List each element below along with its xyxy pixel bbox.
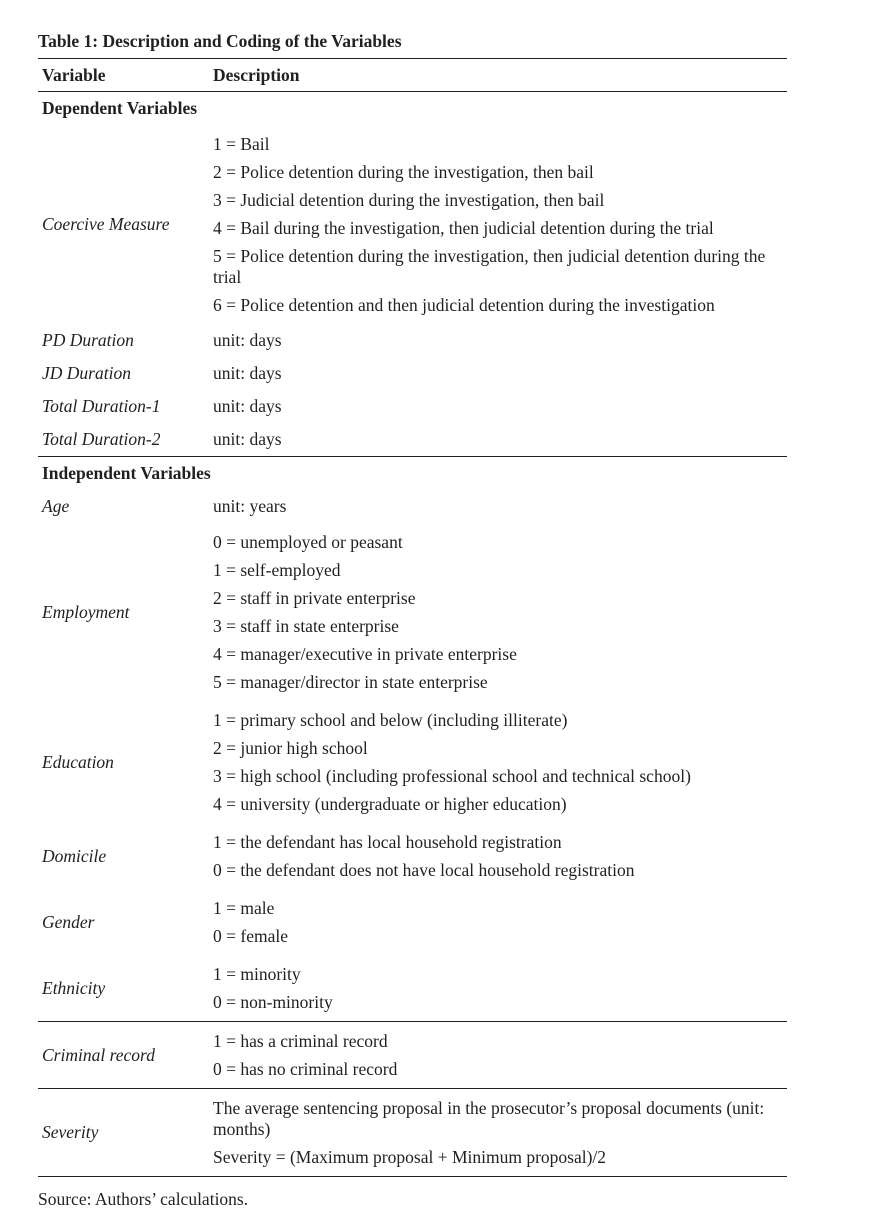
description-line: 3 = Judicial detention during the investigation, then bail — [213, 189, 605, 210]
description-line: Severity = (Maximum proposal + Minimum proposal)/2 — [213, 1146, 607, 1167]
variable-name: Total Duration-2 — [42, 429, 161, 449]
variable-name: Age — [42, 496, 70, 516]
table-row — [38, 423, 787, 457]
description-line: 0 = the defendant does not have local household registration — [213, 859, 635, 880]
table-row — [38, 125, 787, 324]
description-line: 1 = male — [213, 897, 275, 918]
description-line: 4 = manager/executive in private enterprise — [213, 643, 517, 664]
variable-description: unit: days — [213, 363, 282, 383]
variable-name: Education — [42, 751, 114, 772]
table-caption: Table 1: Description and Coding of the Variables — [38, 31, 402, 51]
variable-description — [213, 889, 787, 955]
description-line: 0 = unemployed or peasant — [213, 531, 403, 552]
variable-description — [213, 125, 787, 324]
description-line: 4 = Bail during the investigation, then judicial detention during the trial — [213, 217, 714, 238]
variable-description: unit: days — [213, 429, 282, 449]
description-line: 5 = manager/director in state enterprise — [213, 671, 488, 692]
variable-description — [213, 1022, 787, 1089]
variable-description: unit: days — [213, 330, 282, 350]
description-line: 0 = has no criminal record — [213, 1058, 398, 1079]
description-line: 1 = Bail — [213, 133, 270, 154]
variable-description — [213, 823, 787, 889]
variables-table — [38, 58, 787, 1177]
table-row — [38, 324, 787, 357]
table-row — [38, 701, 787, 823]
variable-description: unit: years — [213, 496, 287, 516]
variable-name: Domicile — [42, 845, 107, 866]
table-row — [38, 390, 787, 423]
table-row — [38, 823, 787, 889]
variable-name: JD Duration — [42, 363, 131, 383]
variable-name: Criminal record — [38, 1022, 213, 1089]
section-row — [38, 457, 787, 491]
variable-description — [213, 955, 787, 1022]
header-description: Description — [213, 59, 787, 92]
variable-name: Total Duration-1 — [42, 396, 161, 416]
section-dependent: Dependent Variables — [42, 98, 198, 118]
description-line: 4 = university (undergraduate or higher education) — [213, 793, 567, 814]
table-source-note: Source: Authors’ calculations. — [38, 1189, 249, 1209]
variable-name: Coercive Measure — [42, 214, 170, 234]
table-container — [38, 28, 787, 1210]
section-independent: Independent Variables — [38, 457, 787, 491]
description-line: 3 = staff in state enterprise — [213, 615, 399, 636]
variable-name: Gender — [42, 911, 95, 932]
variable-name: Ethnicity — [42, 977, 106, 998]
description-line: 0 = female — [213, 925, 288, 946]
section-row — [38, 92, 787, 126]
description-line: 1 = has a criminal record — [213, 1030, 388, 1051]
description-line: 0 = non-minority — [213, 991, 333, 1012]
variable-name: Employment — [42, 601, 130, 622]
description-line: 1 = primary school and below (including illiterate) — [213, 709, 568, 730]
variable-name: PD Duration — [42, 330, 134, 350]
description-line: 2 = junior high school — [213, 737, 368, 758]
description-line: 6 = Police detention and then judicial detention during the investigation — [213, 294, 715, 315]
table-row — [38, 523, 787, 701]
description-line: 1 = minority — [213, 963, 301, 984]
variable-description — [213, 1089, 787, 1177]
variable-description — [213, 523, 787, 701]
table-row — [38, 357, 787, 390]
description-line: 1 = the defendant has local household registration — [213, 831, 562, 852]
description-line: 2 = staff in private enterprise — [213, 587, 416, 608]
description-line: 2 = Police detention during the investigation, then bail — [213, 161, 594, 182]
table-row — [38, 490, 787, 523]
table-row — [38, 889, 787, 955]
header-variable: Variable — [38, 59, 213, 92]
table-header-row — [38, 59, 787, 92]
variable-description: unit: days — [213, 396, 282, 416]
description-line: 5 = Police detention during the investigation, then judicial detention during the trial — [213, 245, 766, 287]
description-line: 1 = self-employed — [213, 559, 341, 580]
variable-description — [213, 701, 787, 823]
table-row — [38, 1089, 787, 1177]
table-row — [38, 1022, 787, 1089]
description-line: 3 = high school (including professional school and technical school) — [213, 765, 691, 786]
variable-name: Severity — [38, 1089, 213, 1177]
description-line: The average sentencing proposal in the prosecutor’s proposal documents (unit: months) — [213, 1097, 765, 1139]
table-row — [38, 955, 787, 1022]
